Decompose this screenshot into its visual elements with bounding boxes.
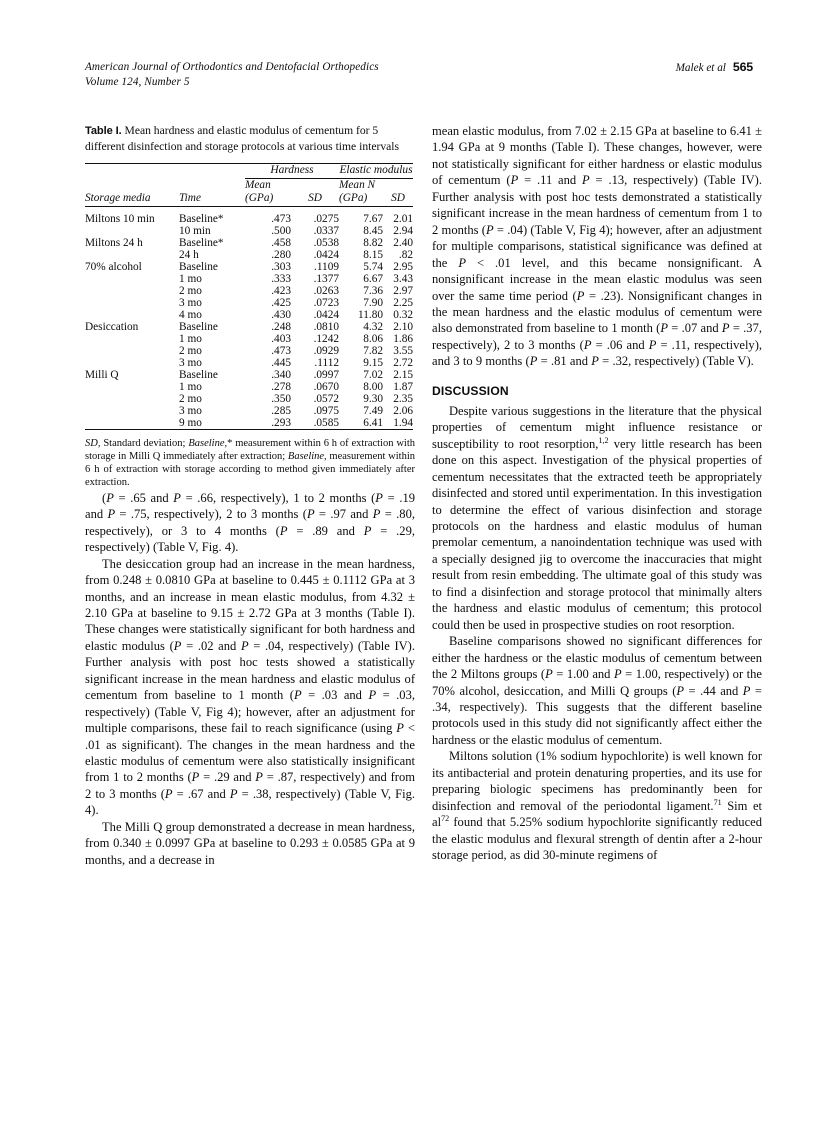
table-row (85, 393, 413, 405)
cell-hardness-sd: .0424 (313, 248, 339, 261)
cell-modulus-mean: 6.41 (363, 416, 383, 429)
cell-time: 4 mo (179, 308, 202, 321)
cell-hardness-sd: .0585 (313, 416, 339, 429)
cell-hardness-mean: .280 (271, 248, 291, 261)
cell-hardness-sd: .0997 (313, 368, 339, 381)
cell-hardness-mean: .430 (271, 308, 291, 321)
table-row (85, 309, 413, 321)
col-header-modulus-mean (339, 179, 383, 206)
cell-time: 24 h (179, 248, 199, 261)
table-row (85, 285, 413, 297)
cell-hardness-sd: .0723 (313, 296, 339, 309)
cell-modulus-mean: 9.30 (363, 392, 383, 405)
table-row (85, 225, 413, 237)
cell-hardness-mean: .500 (271, 224, 291, 237)
journal-title-block (85, 60, 379, 89)
cell-modulus-mean: 4.32 (363, 320, 383, 333)
cell-media (85, 249, 179, 261)
cell-time: Baseline (179, 260, 218, 273)
cell-time: 2 mo (179, 284, 202, 297)
cell-modulus-sd: .82 (398, 248, 413, 261)
cell-media (85, 333, 179, 345)
section-heading-discussion: DISCUSSION (432, 383, 509, 398)
table-caption-text: Mean hardness and elastic modulus of cementum for 5 different disinfection and storage protocols at various time intervals (85, 124, 400, 154)
col-header-hardness-sd: SD (308, 192, 322, 205)
col-header-hardness-mean-l1: Mean (245, 179, 271, 192)
table-row (85, 333, 413, 345)
cell-modulus-mean: 9.15 (363, 356, 383, 369)
left-paragraph-2: The desiccation group had an increase in the mean hardness, from 0.248 ± 0.0810 GPa at baseline to 0.445 ± 0.1112 GPa at 3 months, and an increase in mean elastic modulus, from 4.32 ± 2.10 GPa at baseline to 9.15 ± 2.72 GPa at 3 months (Table I). These changes were statistically significant for both hardness and elastic modulus (P = .02 and P = .04, respectively) (Table IV). Further analysis with post hoc tests showed a statistically significant increase in the mean hardness and elastic modulus of cementum from baseline to 1 month (P = .03 and P = .03, respectively) (Table V, Fig 4); however, after an adjustment for multiple comparisons, these fail to reach significance (using P < .01 as significant). The changes in the mean hardness and the elastic modulus of cementum were also statistically insignificant from 1 to 2 months (P = .29 and P = .87, respectively) and from 2 to 3 months (P = .67 and P = .38, respectively) (Table V, Fig. 4). (85, 556, 416, 818)
cell-hardness-sd: .1109 (314, 260, 339, 273)
table-row (85, 381, 413, 393)
cell-media (85, 405, 179, 417)
cell-time: 3 mo (179, 296, 202, 309)
cell-modulus-mean: 8.15 (363, 248, 383, 261)
cell-modulus-sd: 2.95 (393, 260, 413, 273)
col-header-storage-media: Storage media (85, 192, 151, 205)
table-row (85, 357, 413, 369)
cell-hardness-mean: .423 (271, 284, 291, 297)
cell-hardness-mean: .333 (271, 272, 291, 285)
cell-media (85, 345, 179, 357)
cell-hardness-mean: .473 (271, 212, 291, 225)
cell-modulus-mean: 5.74 (363, 260, 383, 273)
cell-hardness-sd: .0263 (313, 284, 339, 297)
cell-modulus-mean: 8.45 (363, 224, 383, 237)
cell-hardness-sd: .0810 (313, 320, 339, 333)
cell-hardness-mean: .350 (271, 392, 291, 405)
cell-modulus-mean: 7.90 (363, 296, 383, 309)
right-paragraph-2: Despite various suggestions in the literature that the physical properties of cementum might influence resistance or susceptibility to root resorption,$^{1,2}$ very little research has been done on this aspect. Investigation of the physical properties of cementum necessitates that the extracted teeth be appropriately disinfected and stored until experimentation. In this investigation to determine the effect of various disinfection and storage protocols on the hardness and elastic modulus of human premolar cementum, a nanoindentation technique was used with a specially designed jig to overcome the inaccuracies that might result from resin embedding. The ultimate goal of this study was to find a disinfection and storage protocol that minimally alters the hardness and elastic modulus of cementum; this protocol could then be used in prospective studies on root resorption. (432, 403, 762, 632)
spacer-cell (85, 164, 179, 180)
cell-time: 3 mo (179, 356, 202, 369)
cell-media (85, 357, 179, 369)
col-header-hardness-mean-l2: (GPa) (245, 192, 274, 205)
table-row (85, 417, 413, 430)
cell-media (85, 297, 179, 309)
table-group-header-row (85, 164, 413, 180)
cell-time: 2 mo (179, 392, 202, 405)
cell-time: 1 mo (179, 380, 202, 393)
cell-media: Milli Q (85, 368, 119, 381)
cell-modulus-sd: 2.15 (393, 368, 413, 381)
table-body (85, 206, 413, 429)
cell-media (85, 285, 179, 297)
cell-time: Baseline* (179, 236, 224, 249)
col-header-modulus-mean-l1: Mean N (339, 179, 376, 192)
right-paragraph-3: Baseline comparisons showed no significant differences for either the hardness or the elastic modulus of cementum between the 2 Miltons groups (P = 1.00 and P = 1.00, respectively) or the 70% alcohol, desiccation, and Milli Q groups (P = .44 and P = .34, respectively). This suggests that the different baseline protocols used in this study did not significantly affect either the hardness or the elastic modulus of cementum. (432, 634, 762, 747)
cell-hardness-sd: .0538 (313, 236, 339, 249)
cell-modulus-mean: 7.82 (363, 344, 383, 357)
cell-time: Baseline (179, 320, 218, 333)
group-header-hardness (245, 164, 339, 180)
cell-media (85, 417, 179, 430)
cell-time: 1 mo (179, 272, 202, 285)
cell-hardness-sd: .0572 (313, 392, 339, 405)
group-header-modulus-label: Elastic modulus (339, 164, 413, 179)
cell-modulus-sd: 2.01 (393, 212, 413, 225)
table-footnote: SD, Standard deviation; Baseline,* measurement within 6 h of extraction with storage in Milli Q immediately after extraction; Baseline, measurement within 6 h of extraction with storage according to method given immediately after extraction. (85, 437, 415, 489)
cell-modulus-sd: 2.72 (393, 356, 413, 369)
table-row (85, 237, 413, 249)
right-column (432, 123, 762, 863)
cell-media (85, 381, 179, 393)
cell-hardness-mean: .473 (271, 344, 291, 357)
cell-hardness-sd: .1377 (313, 272, 339, 285)
cell-media: Miltons 24 h (85, 236, 143, 249)
author-running-head: Malek et al (675, 62, 726, 74)
page-number: 565 (732, 60, 753, 74)
cell-modulus-sd: 2.10 (393, 320, 413, 333)
cell-modulus-sd: 1.94 (393, 416, 413, 429)
cell-hardness-mean: .458 (271, 236, 291, 249)
left-paragraph-3: The Milli Q group demonstrated a decrease in mean hardness, from 0.340 ± 0.0997 GPa at baseline to 0.293 ± 0.0585 GPa at 9 months, and a decrease in (85, 819, 415, 867)
cell-time: Baseline (179, 368, 218, 381)
cell-modulus-mean: 7.49 (363, 404, 383, 417)
col-header-time: Time (179, 192, 201, 205)
cell-hardness-mean: .403 (271, 332, 291, 345)
left-paragraph-1: (P = .65 and P = .66, respectively), 1 to 2 months (P = .19 and P = .75, respectively), 2 to 3 months (P = .97 and P = .80, respectively), or 3 to 4 months (P = .89 and P = .29, respectively) (Table V, Fig. 4). (85, 490, 415, 555)
cell-modulus-sd: 2.40 (393, 236, 413, 249)
cell-modulus-mean: 8.00 (363, 380, 383, 393)
journal-volume-issue: Volume 124, Number 5 (85, 75, 190, 88)
table-row (85, 273, 413, 285)
cell-modulus-sd: 2.06 (393, 404, 413, 417)
cell-hardness-sd: .0424 (313, 308, 339, 321)
group-header-hardness-label: Hardness (245, 164, 339, 179)
cell-modulus-sd: 3.43 (393, 272, 413, 285)
cell-media (85, 393, 179, 405)
cell-modulus-sd: 3.55 (393, 344, 413, 357)
cell-modulus-mean: 8.82 (363, 236, 383, 249)
table-row (85, 261, 413, 273)
cell-modulus-mean: 8.06 (363, 332, 383, 345)
group-header-modulus (339, 164, 413, 180)
left-column (85, 123, 415, 868)
spacer-cell (179, 164, 245, 180)
cell-modulus-mean: 7.36 (363, 284, 383, 297)
cell-modulus-sd: 1.86 (393, 332, 413, 345)
cell-hardness-mean: .293 (271, 416, 291, 429)
cell-hardness-sd: .0670 (313, 380, 339, 393)
table-column-header-row (85, 179, 413, 206)
table-row (85, 213, 413, 225)
cell-modulus-mean: 11.80 (358, 308, 383, 321)
cell-hardness-sd: .1242 (313, 332, 339, 345)
col-header-modulus-mean-l2: (GPa) (339, 192, 368, 205)
table-caption (85, 123, 415, 154)
hardness-modulus-table (85, 163, 413, 429)
cell-time: 2 mo (179, 344, 202, 357)
cell-hardness-mean: .278 (271, 380, 291, 393)
table-row (85, 321, 413, 333)
cell-hardness-sd: .0975 (313, 404, 339, 417)
cell-media (85, 225, 179, 237)
cell-media: Desiccation (85, 320, 139, 333)
journal-title: American Journal of Orthodontics and Dentofacial Orthopedics (85, 61, 379, 73)
cell-media (85, 309, 179, 321)
running-head (85, 60, 753, 94)
cell-time: 10 min (179, 224, 211, 237)
cell-modulus-sd: 2.97 (393, 284, 413, 297)
cell-hardness-sd: .0929 (313, 344, 339, 357)
cell-hardness-sd: .0275 (313, 212, 339, 225)
col-header-hardness-mean (245, 179, 291, 206)
table-row (85, 297, 413, 309)
cell-time: Baseline* (179, 212, 224, 225)
running-head-right (676, 60, 753, 76)
cell-modulus-mean: 6.67 (363, 272, 383, 285)
table-label: Table I. (85, 125, 122, 137)
cell-time: 3 mo (179, 404, 202, 417)
cell-hardness-mean: .248 (271, 320, 291, 333)
cell-hardness-mean: .445 (271, 356, 291, 369)
col-header-modulus-sd: SD (391, 192, 405, 205)
cell-media: Miltons 10 min (85, 212, 155, 225)
cell-hardness-mean: .340 (271, 368, 291, 381)
cell-hardness-mean: .303 (271, 260, 291, 273)
cell-hardness-sd: .1112 (314, 356, 339, 369)
cell-modulus-mean: 7.02 (363, 368, 383, 381)
cell-media: 70% alcohol (85, 260, 142, 273)
cell-modulus-sd: 0.32 (393, 308, 413, 321)
cell-media (85, 273, 179, 285)
cell-modulus-sd: 2.25 (393, 296, 413, 309)
cell-hardness-mean: .285 (271, 404, 291, 417)
table-head (85, 164, 413, 206)
table-row (85, 249, 413, 261)
cell-modulus-sd: 2.35 (393, 392, 413, 405)
table-row (85, 345, 413, 357)
cell-modulus-sd: 1.87 (393, 380, 413, 393)
cell-hardness-sd: .0337 (313, 224, 339, 237)
cell-hardness-mean: .425 (271, 296, 291, 309)
table-row (85, 405, 413, 417)
right-paragraph-1: mean elastic modulus, from 7.02 ± 2.15 GPa at baseline to 6.41 ± 1.94 GPa at 9 months (Table I). These changes, however, were not statistically significant for either hardness or elastic modulus of cementum (P = .11 and P = .13, respectively) (Table IV). Further analysis with post hoc tests demonstrated a statistically significant increase in the mean hardness of cementum from 1 to 2 months (P = .04) (Table V, Fig 4); however, after an adjustment for multiple comparisons, statistical significance was defined at the P < .01 level, and this became nonsignificant. A nonsignificant increase in the mean elastic modulus was seen over the same time period (P = .23). Nonsignificant changes in the mean hardness and the elastic modulus of cementum were also demonstrated from baseline to 1 month (P = .07 and P = .37, respectively), 2 to 3 months (P = .06 and P = .11, respectively), and 3 to 9 months (P = .81 and P = .32, respectively) (Table V). (432, 124, 763, 369)
cell-modulus-sd: 2.94 (393, 224, 413, 237)
cell-modulus-mean: 7.67 (363, 212, 383, 225)
cell-time: 1 mo (179, 332, 202, 345)
table-row (85, 369, 413, 381)
cell-time: 9 mo (179, 416, 202, 429)
right-paragraph-4: Miltons solution (1% sodium hypochlorite) is well known for its antibacterial and protein denaturing properties, and its use for preparing biologic specimens has predominantly been for disinfection and removal of the periodontal ligament.$^{71}$ Sim et $al^{72}$ found that 5.25% sodium hypochlorite significantly reduced the elastic modulus and flexural strength of dentin after a 2-hour storage period, as did 30-minute regimens of (432, 749, 762, 863)
